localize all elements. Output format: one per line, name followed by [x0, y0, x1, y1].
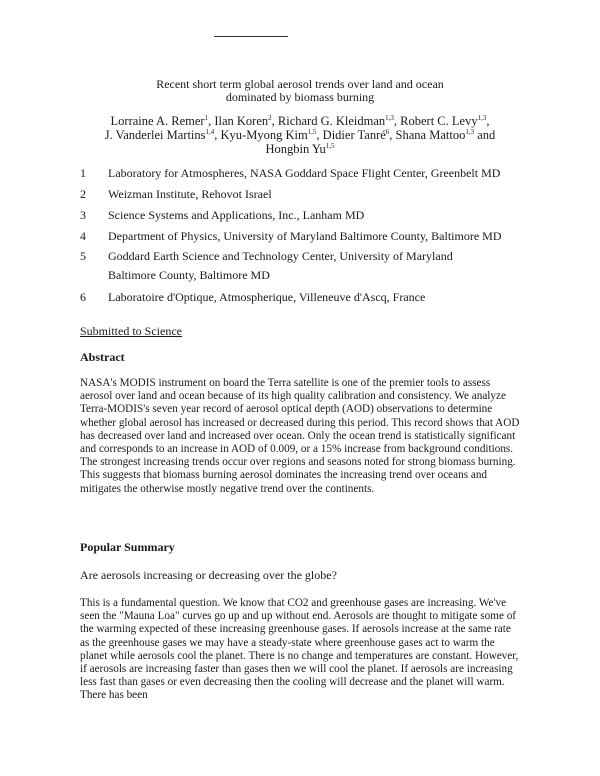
affiliation-text: Laboratoire d'Optique, Atmospherique, Villeneuve d'Ascq, France — [108, 290, 426, 304]
author-name: Lorraine A. Remer — [110, 114, 205, 128]
author-name: Kyu-Myong Kim — [220, 128, 308, 142]
authors-line-3 — [70, 142, 530, 157]
abstract-body: NASA's MODIS instrument on board the Terra satellite is one of the premier tools to assess aerosol over land and ocean because of its high quality calibration and consistency. We analyze Terra-MODIS's seven year record of aerosol optical depth (AOD) observations to determine whether global aerosol has increased or decreased during this period. This record shows that AOD has decreased over land and increased over ocean. Only the ocean trend is statistically significant and corresponds to an increase in AOD of 0.009, or a 15% increase from background conditions. The strongest increasing trends occur over regions and seasons noted for strong biomass burning. This suggests that biomass burning aerosol dominates the increasing trend over oceans and mitigates the otherwise mostly negative trend over the continents. — [80, 377, 520, 495]
affiliation-text: Science Systems and Applications, Inc., Lanham MD — [108, 208, 365, 222]
author-affiliation: 1,3 — [477, 113, 487, 122]
author-affiliation: 1,4 — [205, 127, 215, 136]
affiliation-text: Baltimore County, Baltimore MD — [108, 268, 270, 282]
affiliation-text: Goddard Earth Science and Technology Center, University of Maryland — [108, 249, 453, 263]
author-name: Ilan Koren — [214, 114, 269, 128]
author-name: J. Vanderlei Martins — [104, 128, 206, 142]
authors-line-1: Lorraine A. Remer$^1$, Ilan Koren$^2$, Richard G. Kleidman$^{1,3}$, Robert C. Levy$^{1,3}$, — [110, 113, 490, 128]
affiliation-number: 1 — [80, 166, 86, 180]
author-affiliation: 1,3 — [465, 127, 475, 136]
submitted-note: Submitted to Science — [80, 324, 182, 338]
header-rule — [214, 36, 288, 37]
author-affiliation: 6 — [385, 127, 390, 136]
affiliation-number: 4 — [80, 229, 86, 243]
authors-line-2: J. Vanderlei Martins$^{1,4}$, Kyu-Myong Kim$^{1,5}$, Didier Tanré$^6$, Shana Mattoo$^{1,3}$ and — [104, 127, 496, 142]
author-name: Hongbin Yu — [265, 142, 326, 156]
title-line-1: Recent short term global aerosol trends over land and ocean — [156, 77, 444, 91]
author-affiliation: 2 — [268, 113, 272, 122]
affiliation-number: 2 — [80, 187, 86, 201]
affiliation-text: Weizman Institute, Rehovot Israel — [108, 187, 272, 201]
author-affiliation: 1,3 — [385, 113, 394, 122]
affiliation-number: 3 — [80, 208, 86, 222]
affiliation-text: Laboratory for Atmospheres, NASA Goddard Space Flight Center, Greenbelt MD — [108, 166, 501, 180]
popular-summary-body: This is a fundamental question. We know that CO2 and greenhouse gases are increasing. We've seen the "Mauna Loa" curves go up and up without end. Aerosols are thought to mitigate some of the warming expected of these increasing greenhouse gases. If aerosols increase at the same rate as the greenhouse gases we may have a steady-state where greenhouse gases act to warm the planet while aerosols cool the planet. There is no change and temperatures are constant. However, if aerosols are increasing faster than gases then we will cool the planet. If aerosols are increasing less fast than gases or even decreasing then the cooling will decrease and the planet will warm. There has been — [80, 597, 519, 702]
abstract-heading: Abstract — [80, 350, 125, 364]
affiliation-number: 6 — [80, 290, 86, 304]
author-affiliation: 1 — [204, 113, 209, 122]
affiliation-number: 5 — [80, 249, 86, 263]
popular-summary-question: Are aerosols increasing or decreasing over the globe? — [80, 568, 337, 582]
author-affiliation: 1,5 — [307, 127, 317, 136]
affiliation-text: Department of Physics, University of Maryland Baltimore County, Baltimore MD — [108, 229, 502, 243]
author-conjunction: and — [477, 128, 496, 142]
author-name: Richard G. Kleidman — [277, 114, 386, 128]
author-name: Didier Tanré — [322, 128, 386, 142]
author-affiliation: 1,5 — [325, 141, 335, 150]
author-name: Shana Mattoo — [395, 128, 466, 142]
popular-summary-heading: Popular Summary — [80, 540, 175, 554]
title-line-2: dominated by biomass burning — [225, 90, 375, 104]
author-name: Robert C. Levy — [400, 114, 478, 128]
